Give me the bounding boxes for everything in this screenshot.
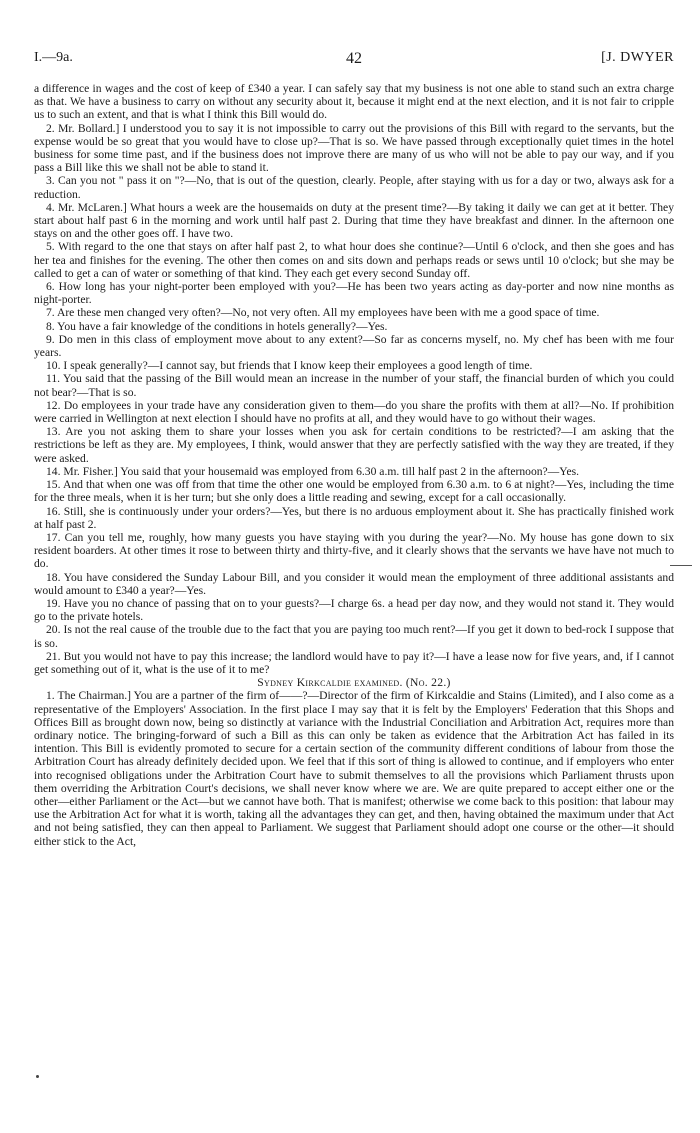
page-header [34,50,674,70]
paragraph: 18. You have considered the Sunday Labour Bill, and you consider it would mean the employment of three additional assistants and would amount to £340 a year?—Yes. [34,570,674,597]
paragraph: 11. You said that the passing of the Bill would mean an increase in the number of your staff, the financial burden of which you could not bear?—That is so. [34,372,674,399]
paragraph: 17. Can you tell me, roughly, how many guests you have staying with you during the year?—No. My house has gone down to six resident boarders. At other times it rose to between thirty and thirty-five, and it clearly shows that the servants we have have not much to do. [34,530,674,571]
paragraph: 1. The Chairman.] You are a partner of the firm of——?—Director of the firm of Kirkcaldie and Stains (Limited), and I also come as a representative of the Employers' Association. In the first place I may say that it is felt by the Employers' Federation that this Shops and Offices Bill as brought down now, being so distinctly at variance with the Industrial Conciliation and Arbitration Act, requires more than ordinary notice. The bringing-forward of such a Bill as this can only be taken as evidence that the Arbitration Act has failed in its intention. This Bill is evidently promoted to secure for a certain section of the community different conditions of labour from those the Arbitration Court has already definitely decided upon. We feel that if this sort of thing is allowed to continue, and if employers who enter into recognised obligations under the Arbitration Court have to submit themselves to all the provisions which Parliament thrusts upon them overriding the Arbitration Court's decisions, we shall never know where we are. We are quite prepared to accept either one or the other—either Parliament or the Act—but we cannot have both. That is manifest; otherwise we come back to this position: that labour may use the Arbitration Act for what it is worth, taking all the advantages they can get, and then, having obtained the maximum under that Act and not being satisfied, they can then appeal to Parliament. We suggest that Parliament should adopt one course or the other—it should either stick to the Act, [34,689,674,848]
page-speck [36,1075,39,1078]
paragraph: 16. Still, she is continuously under your orders?—Yes, but there is no arduous employment about it. She has practically finished work at half past 2. [34,504,674,531]
section-heading: Sydney Kirkcaldie examined. (No. 22.) [257,676,451,690]
paragraph: 9. Do men in this class of employment move about to any extent?—So far as concerns myself, no. My chef has been with me four years. [34,332,674,360]
paragraph: 21. But you would not have to pay this increase; the landlord would have to pay it?—I have a lease now for five years, and, if I cannot get something out of it, what is the use of it to me? [34,649,674,676]
paragraph: 15. And that when one was off from that time the other one would be employed from 6.30 a.m. to 6 at night?—Yes, including the time for the three meals, when it is her turn; but she only does a little reading and sewing, except for a call occasionally. [34,478,674,505]
paragraph: 8. You have a fair knowledge of the conditions in hotels generally?—Yes. [46,319,388,333]
paragraph: 3. Can you not " pass it on "?—No, that is out of the question, clearly. People, after staying with us for a day or two, always ask for a reduction. [34,174,674,201]
paper-reference: I.—9a. [34,50,73,65]
witness-name: [J. DWYER [601,50,674,65]
margin-rule [670,565,692,566]
paragraph: 7. Are these men changed very often?—No, not very often. All my employees have been with me a good space of time. [46,306,600,320]
paragraph: 19. Have you no chance of passing that on to your guests?—I charge 6s. a head per day now, and they would not stand it. They would go to the private hotels. [34,596,674,624]
paragraph: 6. How long has your night-porter been employed with you?—He has been two years acting as day-porter and now nine months as night-porter. [34,280,674,307]
paragraph: 12. Do employees in your trade have any consideration given to them—do you share the profits with them at all?—No. If prohibition were carried in Wellington at next election I should have no profits at all, and they would have to go without their wages. [34,398,674,426]
paragraph: 14. Mr. Fisher.] You said that your housemaid was employed from 6.30 a.m. till half past 2 in the afternoon?—Yes. [46,464,580,478]
page-number: 42 [346,50,362,67]
paragraph: 5. With regard to the one that stays on after half past 2, to what hour does she continue?—Until 6 o'clock, and then she goes and has her tea and finishes for the evening. The other then comes on and sits down and perhaps reads or sews until 10 o'clock; but she may be called to get a can of water or something of that kind. They each get every second Sunday off. [34,240,674,280]
paragraph: a difference in wages and the cost of keep of £340 a year. I can safely say that my business is not one able to stand such an extra charge as that. We have a business to carry on without any security about it, because it might end at the next election, and it is not fair to cripple us to such an extent, and that is what I think this Bill would do. [34,82,674,122]
paragraph: 13. Are you not asking them to share your losses when you ask for certain conditions to be restricted?—I am asking that the restrictions be left as they are. My employees, I think, would answer that they are perfectly satisfied with the way they are treated, if they were asked. [34,425,674,465]
paragraph: 2. Mr. Bollard.] I understood you to say it is not impossible to carry out the provisions of this Bill with regard to the servants, but the expense would be so great that you would have to close up?—That is so. We have passed through exceptionally quiet times in the hotel business for some time past, and if the business does not improve there are many of us who will not be able to pay our way, and if you pass a Bill like this we shall not be able to stand it. [34,121,674,175]
document-body [34,82,674,848]
paragraph: 10. I speak generally?—I cannot say, but friends that I know keep their employees a good length of time. [46,359,533,373]
paragraph: 20. Is not the real cause of the trouble due to the fact that you are paying too much rent?—If you get it down to bed-rock I suppose that is so. [34,623,674,650]
paragraph: 4. Mr. McLaren.] What hours a week are the housemaids on duty at the present time?—By taking it daily we can get at it better. They start about half past 6 in the morning and work until half past 2. During that time they have breakfast and dinner. In the afternoon one stays on and the other goes off. I have two. [34,200,674,241]
